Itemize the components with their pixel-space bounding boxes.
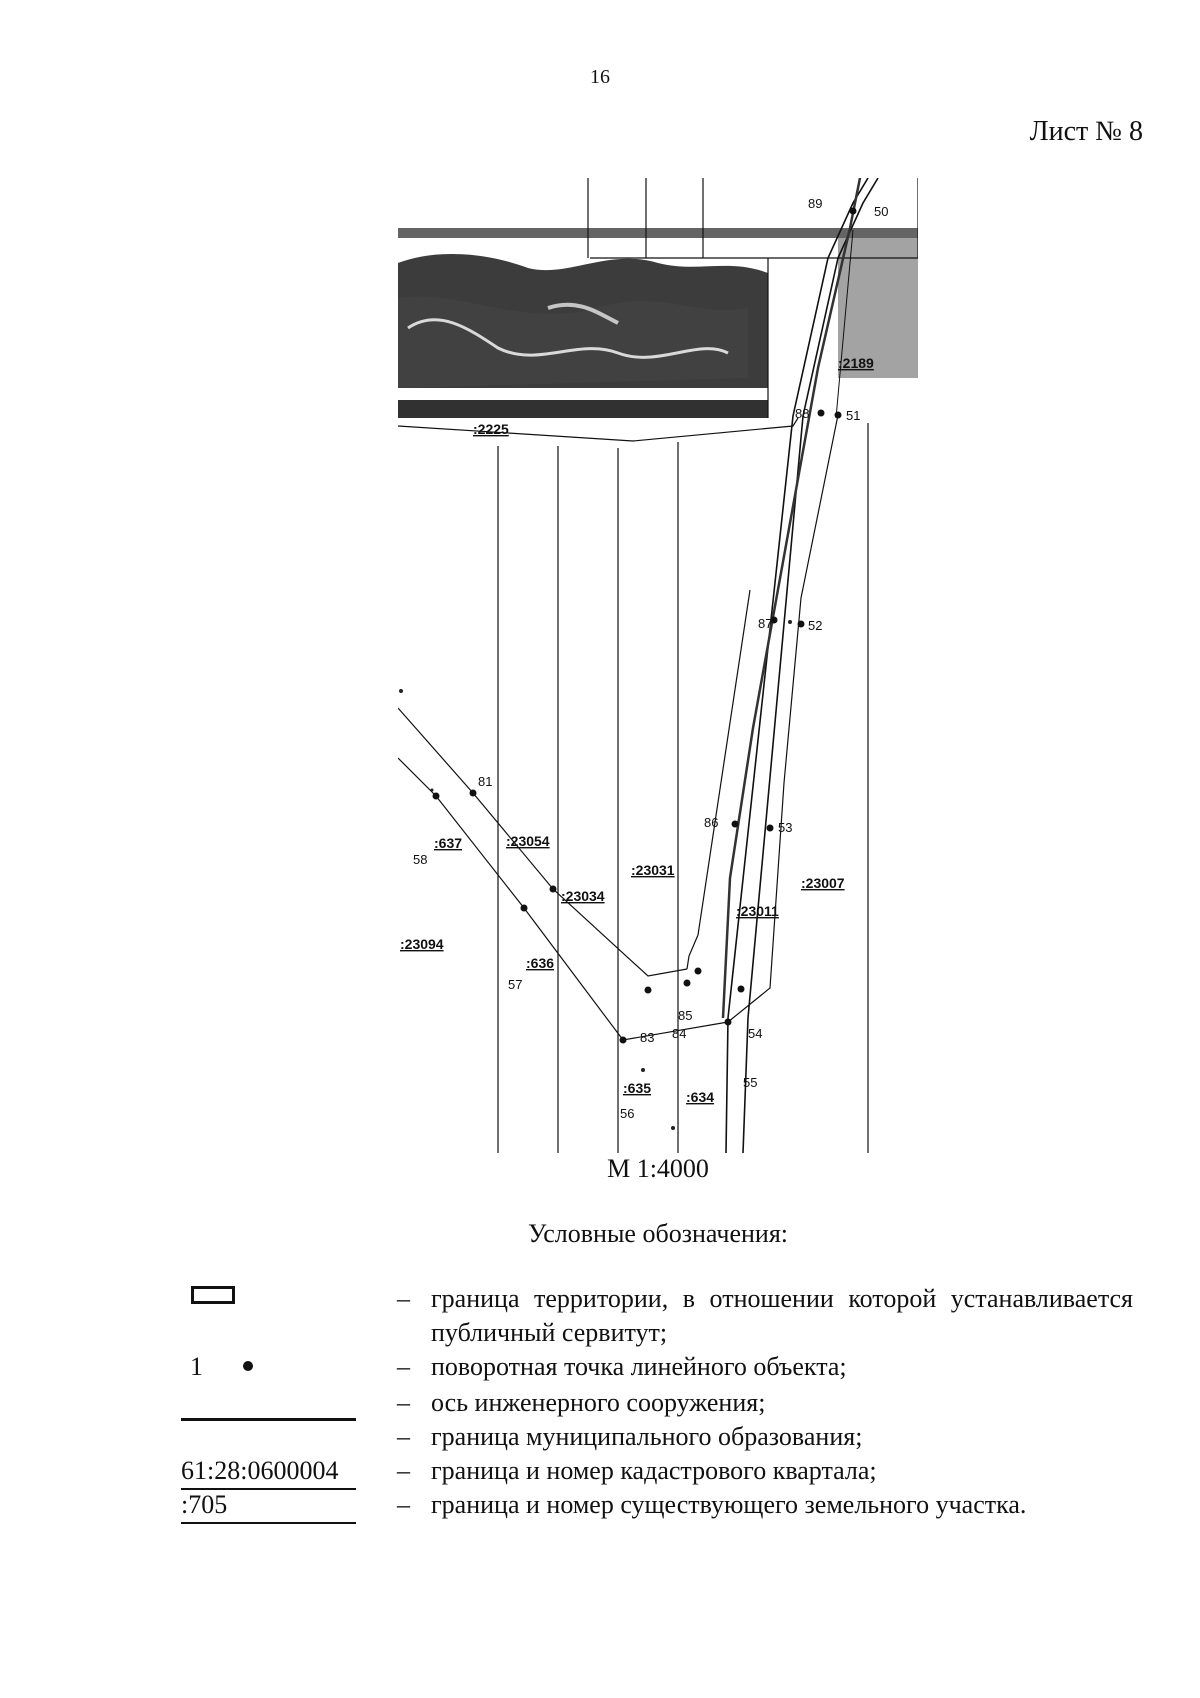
legend-text: ось инженерного сооружения;: [431, 1388, 766, 1417]
cadastral-label: :23007: [801, 875, 845, 891]
cadastral-label: :23054: [506, 833, 550, 849]
legend-dash: –: [397, 1422, 410, 1451]
point-label: 84: [672, 1026, 687, 1041]
legend-text: граница муниципального образования;: [431, 1422, 863, 1451]
point-number-sample: 1: [190, 1352, 203, 1381]
legend-title: Условные обозначения:: [527, 1219, 789, 1248]
legend-dash: –: [397, 1490, 410, 1519]
cadastral-number-sample: 61:28:0600004: [181, 1454, 356, 1490]
point-label: 87: [758, 616, 773, 631]
legend-item-turning-point: [181, 1350, 1133, 1386]
cadastral-label: :637: [434, 835, 463, 851]
point-label: 83: [640, 1030, 655, 1045]
servitude-map: [398, 178, 918, 1153]
legend-item-cadastral-quarter: [181, 1454, 1133, 1488]
point-label: 50: [874, 204, 889, 219]
cadastral-label: :635: [623, 1080, 652, 1096]
legend-item-land-parcel: [181, 1488, 1133, 1522]
legend-text: граница территории, в отношении которой устанавливается публичный сервитут;: [431, 1284, 1133, 1347]
terrain-band: [398, 228, 918, 418]
thick-line-symbol: [181, 1418, 356, 1421]
legend-dash: –: [397, 1456, 410, 1485]
point-label: 89: [808, 196, 823, 211]
cadastral-label: :23094: [400, 936, 444, 952]
point-label: 56: [620, 1106, 635, 1121]
point-label: 86: [704, 815, 719, 830]
point-label: 51: [846, 408, 861, 423]
cadastral-labels: [400, 355, 874, 1105]
point-label: 52: [808, 618, 823, 633]
cadastral-label: :634: [686, 1089, 715, 1105]
legend-text: поворотная точка линейного объекта;: [431, 1352, 847, 1381]
legend: [181, 1282, 1133, 1522]
page-number: 16: [590, 66, 610, 88]
sheet-label: Лист № 8: [1029, 116, 1143, 147]
cadastral-label: :23034: [561, 888, 605, 904]
point-label: 88: [795, 406, 810, 421]
parcel-number-sample: :705: [181, 1488, 356, 1524]
point-label: 58: [413, 852, 428, 867]
cadastral-label: :23031: [631, 862, 675, 878]
legend-item-servitude-boundary: [181, 1282, 1133, 1350]
legend-item-axis: [181, 1386, 1133, 1420]
cadastral-label: :2189: [838, 355, 874, 371]
cadastral-label: :2225: [473, 421, 509, 437]
legend-dash: –: [397, 1284, 410, 1313]
point-label: 85: [678, 1008, 693, 1023]
legend-dash: –: [397, 1352, 410, 1381]
point-label: 54: [748, 1026, 763, 1041]
point-label: 55: [743, 1075, 758, 1090]
legend-dash: –: [397, 1388, 410, 1417]
legend-text: граница и номер кадастрового квартала;: [431, 1456, 877, 1485]
point-label: 57: [508, 977, 523, 992]
map-scale: М 1:4000: [607, 1154, 709, 1183]
point-label: 53: [778, 820, 793, 835]
cadastral-label: :636: [526, 955, 555, 971]
legend-text: граница и номер существующего земельного участка.: [431, 1490, 1027, 1519]
rectangle-symbol: [191, 1286, 235, 1304]
cadastral-label: :23011: [736, 903, 779, 919]
point-symbol: [243, 1361, 253, 1371]
map-specks: [399, 620, 792, 1130]
point-label: 81: [478, 774, 493, 789]
legend-item-municipal-boundary: [181, 1420, 1133, 1454]
